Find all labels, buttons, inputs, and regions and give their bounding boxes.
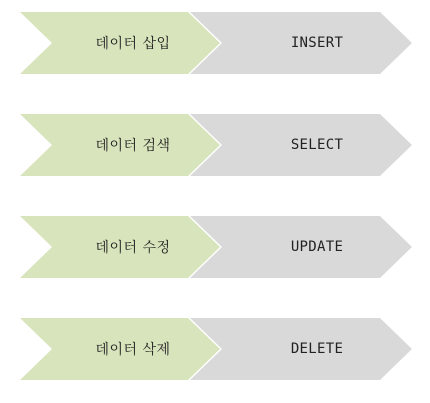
korean-label: 데이터 수정 [95, 240, 171, 256]
korean-label: 데이터 삭제 [95, 342, 171, 358]
operation-row-update [20, 216, 412, 278]
operation-row-select [20, 114, 412, 176]
operation-row-delete [20, 318, 412, 380]
korean-label: 데이터 삽입 [95, 36, 171, 52]
sql-command-label: SELECT [290, 137, 344, 153]
sql-command-label: DELETE [290, 341, 344, 357]
sql-command-label: UPDATE [290, 239, 344, 255]
operation-row-insert [20, 12, 412, 74]
korean-label: 데이터 검색 [95, 138, 171, 154]
sql-command-label: INSERT [290, 35, 344, 51]
